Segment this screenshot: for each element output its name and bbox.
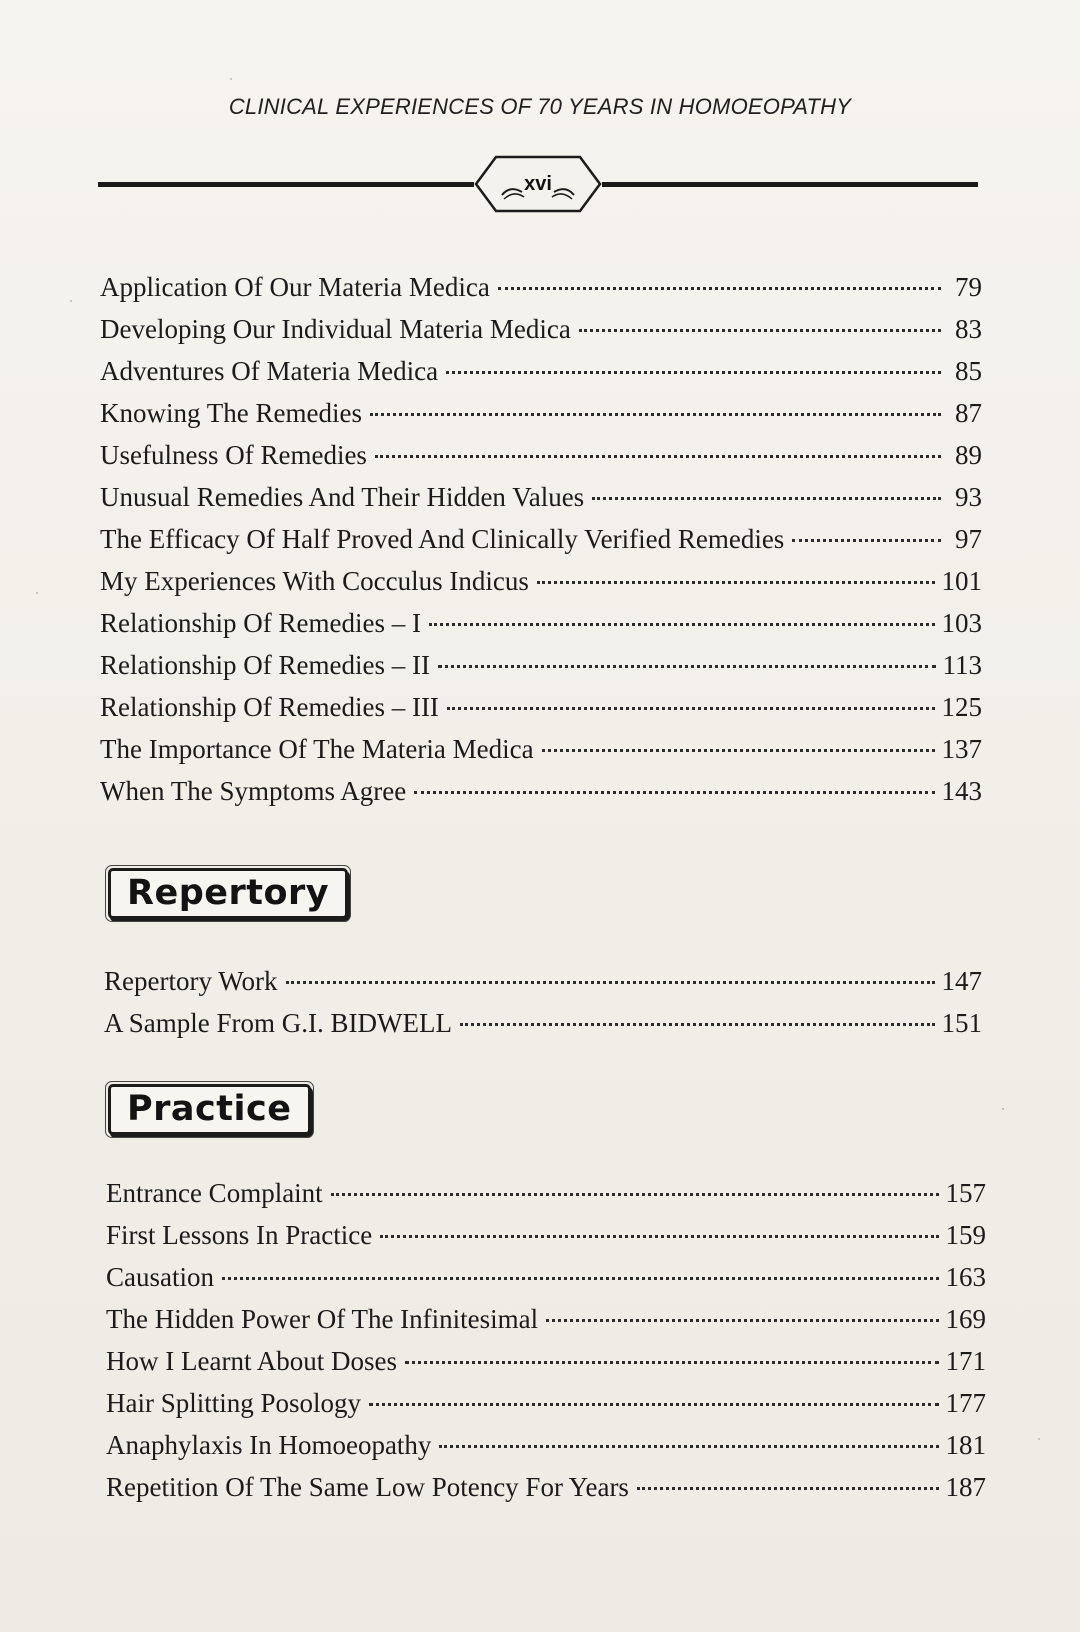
materia-medica-contents — [100, 266, 982, 812]
toc-entry-page: 187 — [945, 1472, 986, 1502]
paper-speck — [1038, 1438, 1040, 1440]
toc-entry-page: 125 — [941, 692, 982, 722]
dot-leader — [446, 371, 941, 374]
practice-contents — [106, 1172, 986, 1508]
dot-leader — [414, 791, 934, 794]
section-heading-repertory: Repertory — [108, 868, 348, 919]
header-rule-right — [602, 182, 978, 187]
toc-entry — [106, 1256, 986, 1298]
toc-entry — [100, 434, 982, 476]
section-heading-practice: Practice — [108, 1084, 311, 1135]
dot-leader — [498, 287, 941, 290]
repertory-contents — [104, 960, 982, 1044]
toc-entry-page: 151 — [941, 1008, 982, 1038]
dot-leader — [369, 1403, 938, 1406]
page-number-badge — [474, 155, 602, 213]
dot-leader — [460, 1023, 935, 1026]
toc-entry — [100, 602, 982, 644]
toc-entry-page: 157 — [945, 1178, 986, 1208]
toc-entry — [100, 266, 982, 308]
toc-entry — [100, 392, 982, 434]
toc-entry-page: 171 — [945, 1346, 986, 1376]
paper-speck — [1002, 1108, 1004, 1110]
paper-speck — [36, 592, 38, 594]
toc-entry — [100, 770, 982, 812]
toc-entry-title: Relationship Of Remedies – II — [100, 650, 430, 680]
toc-entry — [106, 1424, 986, 1466]
toc-entry-page: 87 — [955, 398, 982, 428]
toc-entry-title: When The Symptoms Agree — [100, 776, 407, 806]
toc-entry-title: Repertory Work — [104, 966, 278, 996]
toc-entry-page: 181 — [945, 1430, 986, 1460]
dot-leader — [439, 1445, 938, 1448]
toc-entry — [106, 1382, 986, 1424]
toc-entry-page: 103 — [941, 608, 982, 638]
paper-speck — [70, 300, 72, 302]
toc-entry-page: 93 — [955, 482, 982, 512]
toc-entry-title: Entrance Complaint — [106, 1178, 323, 1208]
toc-entry-title: The Importance Of The Materia Medica — [100, 734, 534, 764]
toc-entry-page: 159 — [945, 1220, 986, 1250]
toc-entry-page: 113 — [942, 650, 982, 680]
toc-entry — [104, 1002, 982, 1044]
toc-entry-page: 89 — [955, 440, 982, 470]
toc-entry-page: 137 — [941, 734, 982, 764]
toc-entry-page: 169 — [945, 1304, 986, 1334]
dot-leader — [542, 749, 935, 752]
toc-entry-page: 79 — [955, 272, 982, 302]
header-rule-left — [98, 182, 474, 187]
toc-entry-page: 83 — [955, 314, 982, 344]
toc-entry-title: Hair Splitting Posology — [106, 1388, 362, 1418]
dot-leader — [438, 665, 936, 668]
toc-entry-title: Repetition Of The Same Low Potency For Years — [106, 1472, 629, 1502]
toc-entry-title: Relationship Of Remedies – I — [100, 608, 421, 638]
toc-entry-title: Adventures Of Materia Medica — [100, 356, 439, 386]
toc-entry-page: 97 — [955, 524, 982, 554]
toc-entry — [106, 1340, 986, 1382]
dot-leader — [579, 329, 941, 332]
toc-entry — [106, 1172, 986, 1214]
toc-entry — [106, 1214, 986, 1256]
dot-leader — [447, 707, 935, 710]
toc-entry-title: How I Learnt About Doses — [106, 1346, 397, 1376]
dot-leader — [331, 1193, 939, 1196]
toc-entry-title: The Efficacy Of Half Proved And Clinically Verified Remedies — [100, 524, 785, 554]
toc-entry — [106, 1466, 986, 1508]
toc-entry-page: 85 — [955, 356, 982, 386]
toc-entry-page: 101 — [941, 566, 982, 596]
toc-entry-page: 163 — [945, 1262, 986, 1292]
dot-leader — [286, 981, 935, 984]
toc-entry-title: Developing Our Individual Materia Medica — [100, 314, 571, 344]
toc-entry — [100, 686, 982, 728]
dot-leader — [405, 1361, 939, 1364]
toc-entry-title: A Sample From G.I. BIDWELL — [104, 1008, 452, 1038]
toc-entry-page: 177 — [945, 1388, 986, 1418]
page-number: xvi — [524, 173, 552, 195]
toc-entry-title: Relationship Of Remedies – III — [100, 692, 439, 722]
toc-entry — [100, 518, 982, 560]
toc-entry-title: My Experiences With Cocculus Indicus — [100, 566, 529, 596]
toc-entry-title: The Hidden Power Of The Infinitesimal — [106, 1304, 539, 1334]
dot-leader — [370, 413, 941, 416]
paper-speck — [230, 78, 232, 80]
toc-entry — [100, 644, 982, 686]
header-rule — [98, 152, 978, 216]
toc-entry-title: First Lessons In Practice — [106, 1220, 373, 1250]
toc-entry-title: Usefulness Of Remedies — [100, 440, 367, 470]
dot-leader — [546, 1319, 938, 1322]
dot-leader — [429, 623, 935, 626]
dot-leader — [380, 1235, 938, 1238]
toc-entry — [100, 350, 982, 392]
dot-leader — [792, 539, 941, 542]
dot-leader — [592, 497, 941, 500]
dot-leader — [375, 455, 941, 458]
dot-leader — [637, 1487, 939, 1490]
toc-entry-title: Anaphylaxis In Homoeopathy — [106, 1430, 432, 1460]
toc-entry-title: Knowing The Remedies — [100, 398, 362, 428]
toc-entry-page: 147 — [941, 966, 982, 996]
toc-entry — [106, 1298, 986, 1340]
running-header: CLINICAL EXPERIENCES OF 70 YEARS IN HOMOEOPATHY — [228, 94, 852, 119]
toc-entry — [100, 476, 982, 518]
toc-entry-title: Unusual Remedies And Their Hidden Values — [100, 482, 585, 512]
toc-entry — [100, 728, 982, 770]
toc-entry-title: Causation — [106, 1262, 214, 1292]
toc-entry-page: 143 — [941, 776, 982, 806]
toc-entry — [100, 308, 982, 350]
toc-entry — [100, 560, 982, 602]
toc-entry — [104, 960, 982, 1002]
dot-leader — [537, 581, 935, 584]
toc-entry-title: Application Of Our Materia Medica — [100, 272, 490, 302]
dot-leader — [222, 1277, 939, 1280]
